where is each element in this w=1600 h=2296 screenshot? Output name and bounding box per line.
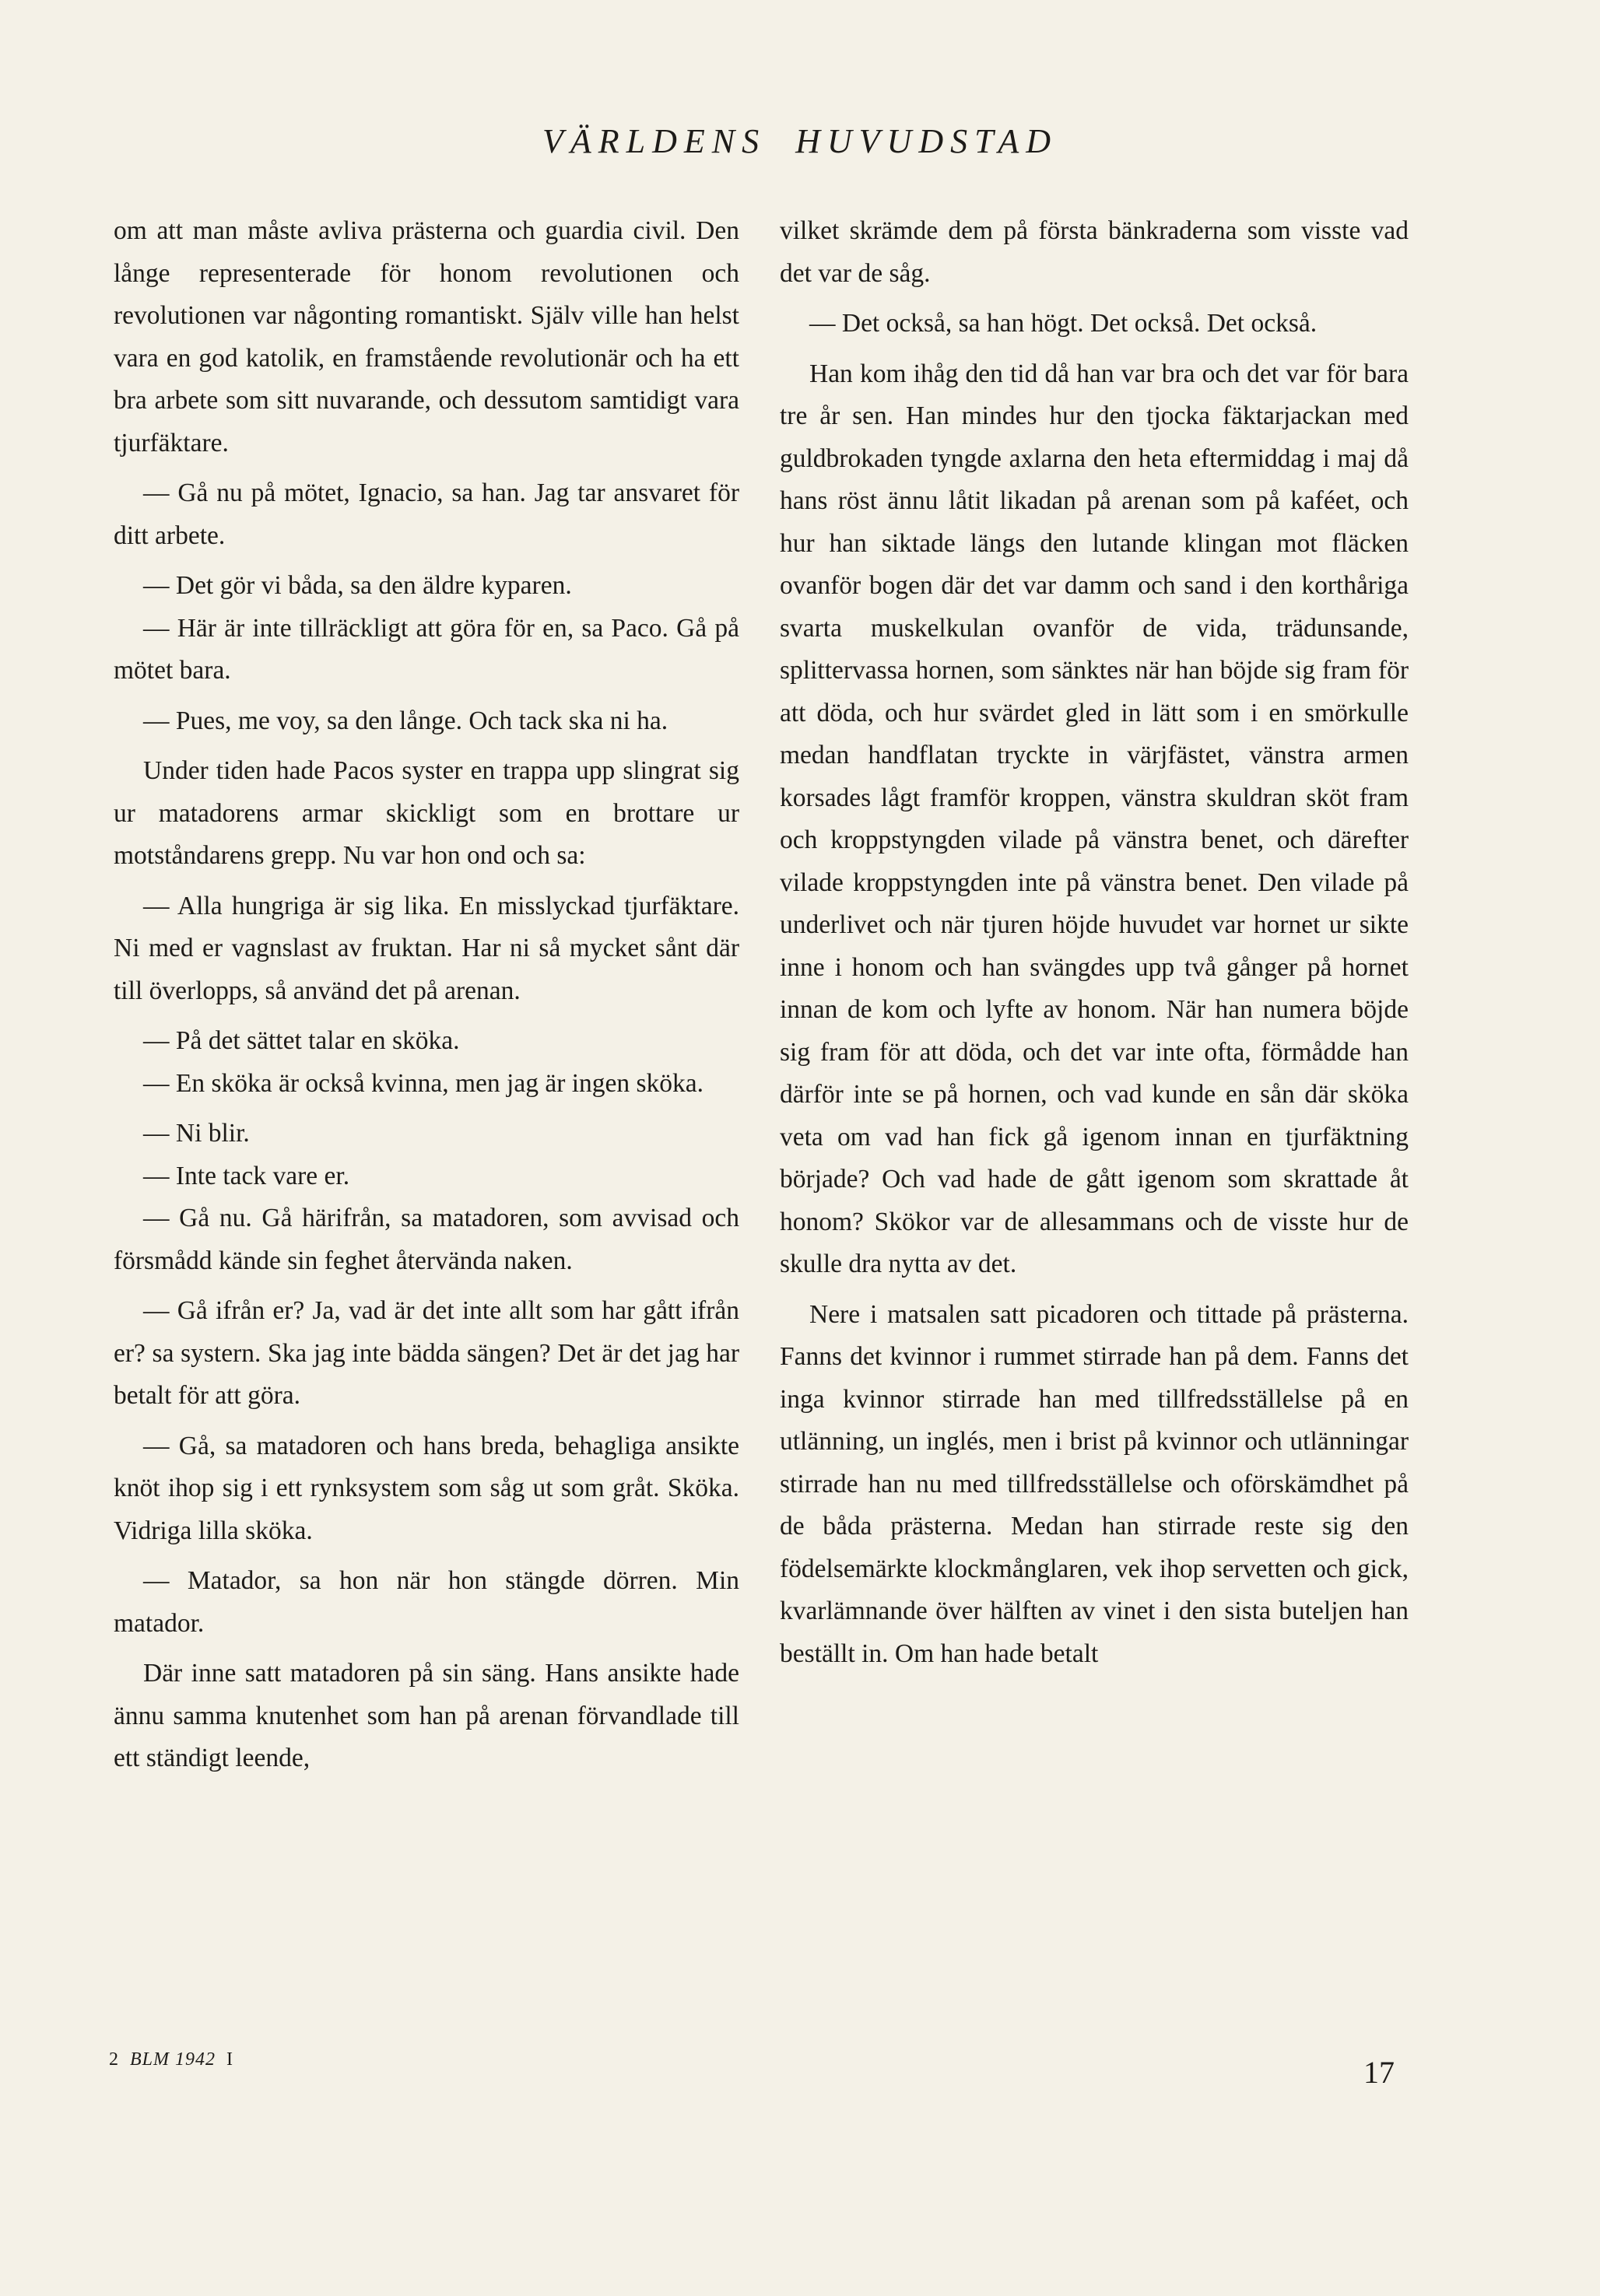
paragraph: — Det också, sa han högt. Det också. Det också. [809, 309, 1318, 338]
paragraph: Han kom ihåg den tid då han var bra och det var för bara tre år sen. Han mindes hur den tjocka fäktarjackan med guldbrokaden tyngde axlarna den heta eftermiddag i maj då hans röst ännu låtit likadan på arenan som på kaféet, och hur han siktade längs den lutande klingan mot fläcken ovanför bogen där det var damm och sand i den korthåriga svarta muskelkulan ovanför de vida, trädunsande, splittervassa hornen, som sänktes när han böjde sig fram för att döda, och hur svärdet gled in lätt som i en smörkulle medan handflatan tryckte in värjfästet, vänstra armen korsades lågt framför kroppen, vänstra skuldran sköt fram och kroppstyngden vilade på vänstra benet, och därefter vilade kroppstyngden inte på vänstra benet. Den vilade på underlivet och när tjuren höjde huvudet var hornet ur sikte inne i honom och han svängdes upp två gånger på hornet innan de kom och lyfte av honom. När han numera böjde sig fram för att döda, och det var inte ofta, förmådde han därför inte se på hornen, och vad kunde en sån där sköka veta om vad han fick gå igenom innan en tjurfäktning började? Och vad hade de gått igenom som skrattade åt honom? Skökor var de allesammans och de visste hur de skulle dra nytta av det. [780, 359, 1409, 1278]
paragraph: — Matador, sa hon när hon stängde dörren. Min matador. [114, 1566, 739, 1638]
paragraph: — Pues, me voy, sa den långe. Och tack ska ni ha. [143, 706, 668, 735]
paragraph: — Här är inte tillräckligt att göra för en, sa Paco. Gå på mötet bara. [114, 613, 739, 685]
signature-number: 2 [109, 2049, 119, 2070]
running-title: VÄRLDENS HUVUDSTAD [542, 122, 1058, 160]
paragraph: — Gå, sa matadoren och hans breda, behagliga ansikte knöt ihop sig i ett rynksystem som såg ut som gråt. Sköka. Vidriga lilla sköka. [114, 1431, 739, 1545]
paragraph: vilket skrämde dem på första bänkraderna som visste vad det var de såg. [780, 216, 1409, 288]
printer-signature [109, 2049, 233, 2070]
paragraph: — Gå nu på mötet, Ignacio, sa han. Jag tar ansvaret för ditt arbete. [114, 478, 739, 550]
left-column [114, 210, 739, 1780]
signature-magazine: BLM 1942 [130, 2049, 216, 2070]
paragraph: — På det sättet talar en sköka. [143, 1026, 460, 1055]
paragraph: — Alla hungriga är sig lika. En misslyckad tjurfäktare. Ni med er vagnslast av fruktan. Har ni så mycket sånt där till överlopps, så använd det på arenan. [114, 891, 739, 1005]
right-column [780, 210, 1409, 1675]
paragraph: Nere i matsalen satt picadoren och tittade på prästerna. Fanns det kvinnor i rummet stirrade han på dem. Fanns det inga kvinnor stirrade han med tillfredsställelse på en utlänning, un inglés, men i brist på kvinnor och utlänningar stirrade han nu med tillfredsställelse och oförskämdhet på de båda prästerna. Medan han stirrade reste sig den födelsemärkte klockmånglaren, vek ihop servetten och gick, kvarlämnande över hälften av vinet i den sista buteljen han beställt in. Om han hade betalt [780, 1299, 1409, 1668]
paragraph: — Det gör vi båda, sa den äldre kyparen. [143, 571, 572, 600]
page-number: 17 [1363, 2055, 1395, 2090]
paragraph: Där inne satt matadoren på sin säng. Hans ansikte hade ännu samma knutenhet som han på arenan förvandlade till ett ständigt leende, [114, 1659, 739, 1772]
signature-issue: I [226, 2049, 233, 2070]
paragraph: — Gå ifrån er? Ja, vad är det inte allt som har gått ifrån er? sa systern. Ska jag inte bädda sängen? Det är det jag har betalt för att göra. [114, 1296, 739, 1410]
paragraph: Under tiden hade Pacos syster en trappa upp slingrat sig ur matadorens armar skickligt som en brottare ur motståndarens grepp. Nu var hon ond och sa: [114, 756, 739, 870]
paragraph: — Ni blir. [143, 1119, 250, 1148]
paragraph: — Gå nu. Gå härifrån, sa matadoren, som avvisad och försmådd kände sin feghet återvända naken. [114, 1204, 739, 1275]
paragraph: om att man måste avliva prästerna och guardia civil. Den långe representerade för honom revolutionen och revolutionen var någonting romantiskt. Själv ville han helst vara en god katolik, en framstående revolutionär och ha ett bra arbete som sitt nuvarande, och dessutom samtidigt vara tjurfäktare. [114, 216, 739, 457]
paragraph: — Inte tack vare er. [143, 1161, 350, 1190]
paragraph: — En sköka är också kvinna, men jag är ingen sköka. [143, 1068, 704, 1098]
